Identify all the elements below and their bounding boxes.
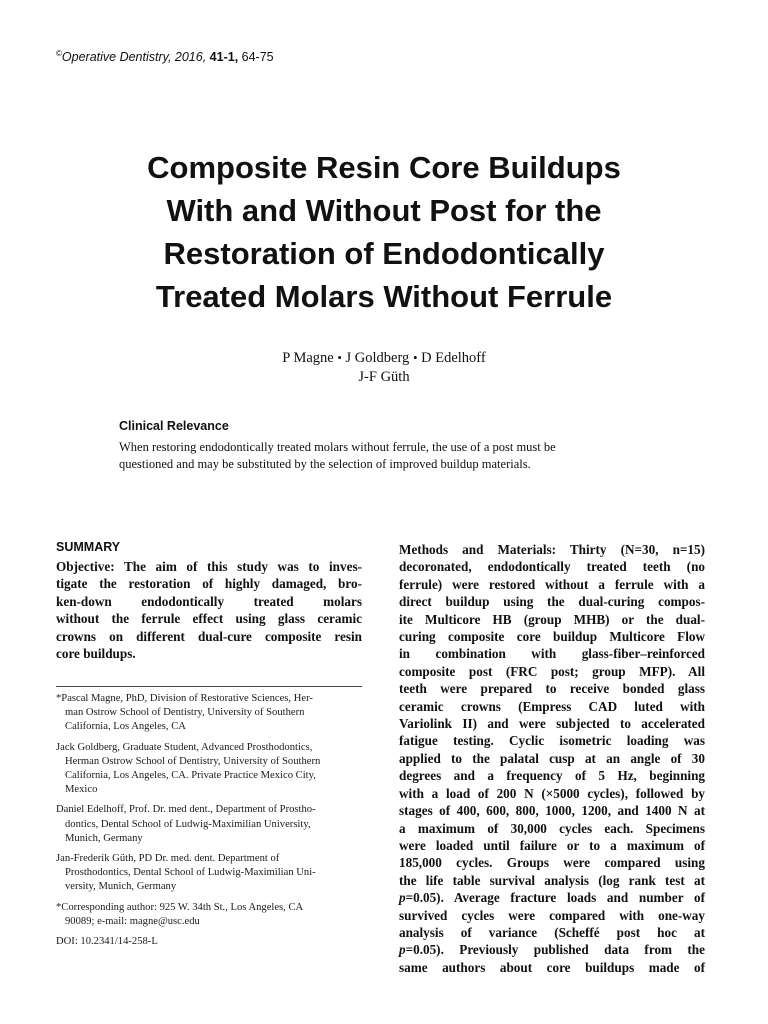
text-line: degrees and a frequency of 5 Hz, beginning	[399, 768, 705, 784]
footnote-corresponding-author	[56, 901, 364, 929]
text-line: Herman Ostrow School of Dentistry, University of Southern	[65, 755, 321, 767]
author-magne: P Magne	[282, 350, 334, 366]
p-value-symbol: p	[399, 890, 406, 906]
text-line: the life table survival analysis (log rank test at	[399, 872, 705, 888]
text-line: decoronated, endodontically treated teeth (no	[399, 559, 705, 575]
text-line: p=0.05). Previously published data from the	[399, 942, 705, 958]
journal-name: Operative Dentistry, 2016,	[61, 50, 207, 65]
journal-volume: 41-1,	[209, 50, 239, 65]
text-line: Prosthodontics, Dental School of Ludwig-Maximilian Uni-	[65, 867, 316, 879]
title-line: Restoration of Endodontically	[163, 236, 605, 271]
text-line: direct buildup using the dual-curing compos-	[399, 594, 705, 610]
text-line: When restoring endodontically treated molars without ferrule, the use of a post must be	[119, 440, 556, 454]
text-line: 90089; e-mail: magne@usc.edu	[65, 915, 200, 927]
text-line: analysis of variance (Scheffé post hoc at	[399, 924, 705, 940]
journal-citation	[56, 49, 274, 64]
author-separator: •	[412, 350, 418, 365]
text-line: California, Los Angeles, CA. Private Practice Mexico City,	[65, 770, 316, 782]
footnote-magne	[56, 692, 364, 735]
text-line: man Ostrow School of Dentistry, University of Southern	[65, 707, 305, 719]
text-line: same authors about core buildups made of	[399, 959, 705, 975]
article-title	[40, 146, 728, 318]
text-line: curing composite core buildup Multicore Flow	[399, 629, 705, 645]
footnote-doi	[56, 935, 364, 949]
text-line: were loaded until failure or to a maximum of	[399, 837, 705, 853]
text-line: in combination with glass-fiber–reinforced	[399, 646, 705, 662]
text-line: survived cycles were compared with one-way	[399, 907, 705, 923]
text-line: a maximum of 30,000 cycles each. Specimens	[399, 820, 705, 836]
footnotes	[56, 692, 364, 955]
text-line: core buildups.	[56, 646, 136, 662]
text-line: Daniel Edelhoff, Prof. Dr. med dent., Department of Prostho-	[56, 804, 316, 816]
text-line: questioned and may be substituted by the selection of improved buildup materials.	[119, 457, 531, 471]
author-separator: •	[337, 350, 342, 365]
text-line: applied to the palatal cusp at an angle of 30	[399, 750, 705, 766]
author-edelhoff: D Edelhoff	[421, 350, 486, 366]
title-line: Composite Resin Core Buildups	[147, 150, 621, 185]
text-line: teeth were prepared to receive bonded glass	[399, 681, 705, 697]
footnote-guth	[56, 852, 364, 895]
footnote-goldberg	[56, 741, 364, 798]
clinical-relevance-text	[119, 439, 659, 473]
text-line: Jan-Frederik Güth, PD Dr. med. dent. Department of	[56, 853, 280, 865]
text-line: ite Multicore HB (group MHB) or the dual-	[399, 611, 705, 627]
methods-and-materials	[399, 541, 705, 976]
copyright-mark: ©	[56, 49, 62, 58]
text-line: Mexico	[65, 784, 98, 796]
text-line: dontics, Dental School of Ludwig-Maximilian University,	[65, 818, 311, 830]
title-line: Treated Molars Without Ferrule	[155, 279, 613, 314]
text-line: fatigue testing. Cyclic isometric loading was	[399, 733, 705, 749]
clinical-relevance-heading: Clinical Relevance	[119, 419, 229, 433]
author-guth: J-F Güth	[358, 369, 410, 385]
text-line: Jack Goldberg, Graduate Student, Advanced Prosthodontics,	[56, 741, 313, 753]
summary-heading: SUMMARY	[56, 540, 121, 554]
footnote-divider	[56, 686, 362, 687]
text-line: with a load of 200 N (×5000 cycles), followed by	[399, 785, 705, 801]
text-line: versity, Munich, Germany	[65, 881, 177, 893]
text-line: stages of 400, 600, 800, 1000, 1200, and 1400 N at	[399, 803, 705, 819]
text-line: Variolink II) and were subjected to accelerated	[399, 716, 705, 732]
title-line: With and Without Post for the	[166, 193, 602, 228]
text-line: p=0.05). Average fracture loads and number of	[399, 890, 705, 906]
author-list	[0, 348, 768, 387]
text-line: 185,000 cycles. Groups were compared using	[399, 855, 705, 871]
doi-text: DOI: 10.2341/14-258-L	[56, 936, 158, 948]
text-line: crowns on different dual-cure composite resin	[56, 628, 362, 644]
p-value-symbol: p	[399, 942, 406, 958]
text-line: California, Los Angeles, CA	[65, 721, 186, 733]
author-line	[0, 348, 768, 368]
footnote-edelhoff	[56, 803, 364, 846]
text-line: Munich, Germany	[65, 832, 143, 844]
journal-pages: 64-75	[241, 50, 274, 65]
text-line: *Corresponding author: 925 W. 34th St., Los Angeles, CA	[56, 901, 304, 913]
text-line: ken-down endodontically treated molars	[56, 593, 362, 609]
summary-objective	[56, 558, 362, 662]
text-line: tigate the restoration of highly damaged, bro-	[56, 576, 362, 592]
text-line: ceramic crowns (Empress CAD luted with	[399, 698, 705, 714]
text-line: composite post (FRC post; group MFP). All	[399, 663, 705, 679]
text-line: without the ferrule effect using glass ceramic	[56, 611, 362, 627]
text-line: ferrule) were restored without a ferrule with a	[399, 576, 705, 592]
author-goldberg: J Goldberg	[345, 350, 410, 366]
text-line: Objective: The aim of this study was to inves-	[56, 559, 362, 574]
text-line: Methods and Materials: Thirty (N=30, n=15)	[399, 542, 705, 557]
text-line: *Pascal Magne, PhD, Division of Restorative Sciences, Her-	[56, 693, 313, 704]
